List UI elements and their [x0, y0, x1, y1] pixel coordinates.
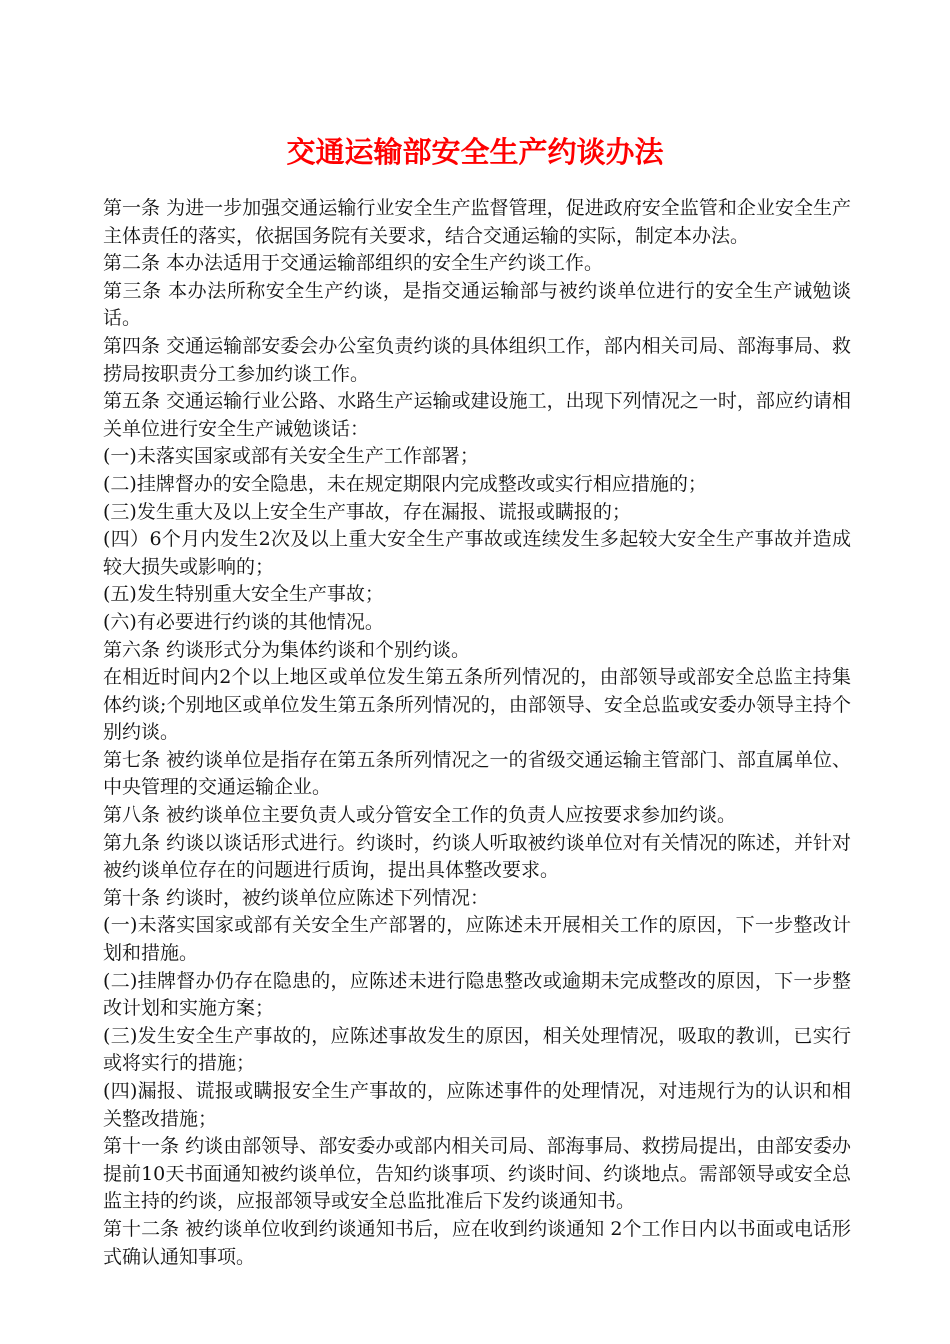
article-5-item-2: (二)挂牌督办的安全隐患，未在规定期限内完成整改或实行相应措施的；: [103, 472, 707, 495]
article-1: 第一条 为进一步加强交通运输行业安全生产监督管理，促进政府安全监管和企业安全生产主体责任的落实，依据国务院有关要求，结合交通运输的实际，制定本办法。: [103, 197, 851, 247]
article-10: 第十条 约谈时，被约谈单位应陈述下列情况：: [103, 886, 490, 909]
article-2: 第二条 本办法适用于交通运输部组织的安全生产约谈工作。: [103, 252, 604, 275]
article-5-item-4: (四）6个月内发生2次及以上重大安全生产事故或连续发生多起较大安全生产事故并造成较大损失或影响的；: [103, 528, 851, 578]
article-5-item-3: (三)发生重大及以上安全生产事故，存在漏报、谎报或瞒报的；: [103, 500, 631, 523]
article-10-item-2: (二)挂牌督办仍存在隐患的，应陈述未进行隐患整改或逾期未完成整改的原因，下一步整改计划和实施方案；: [103, 969, 851, 1020]
article-3: 第三条 本办法所称安全生产约谈，是指交通运输部与被约谈单位进行的安全生产诫勉谈话。: [103, 279, 851, 330]
article-10-item-1: (一)未落实国家或部有关安全生产部署的，应陈述未开展相关工作的原因，下一步整改计划和措施。: [103, 914, 851, 965]
article-5-item-1: (一)未落实国家或部有关安全生产工作部署；: [103, 445, 479, 468]
article-10-item-4: (四)漏报、谎报或瞒报安全生产事故的，应陈述事件的处理情况，对违规行为的认识和相关整改措施；: [103, 1080, 851, 1130]
article-9: 第九条 约谈以谈话形式进行。约谈时，约谈人听取被约谈单位对有关情况的陈述，并针对被约谈单位存在的问题进行质询，提出具体整改要求。: [103, 831, 851, 882]
article-6: 第六条 约谈形式分为集体约谈和个别约谈。: [103, 638, 471, 661]
article-4: 第四条 交通运输部安委会办公室负责约谈的具体组织工作，部内相关司局、部海事局、救捞局按职责分工参加约谈工作。: [103, 334, 851, 385]
document-body: [103, 195, 851, 1271]
article-5-item-5: (五)发生特别重大安全生产事故；: [103, 583, 384, 606]
article-5: 第五条 交通运输行业公路、水路生产运输或建设施工，出现下列情况之一时，部应约请相关单位进行安全生产诫勉谈话：: [103, 390, 851, 440]
article-7: 第七条 被约谈单位是指存在第五条所列情况之一的省级交通运输主管部门、部直属单位、中央管理的交通运输企业。: [103, 748, 851, 799]
article-5-item-6: (六)有必要进行约谈的其他情况。: [103, 610, 384, 633]
article-8: 第八条 被约谈单位主要负责人或分管安全工作的负责人应按要求参加约谈。: [103, 804, 737, 827]
article-11: 第十一条 约谈由部领导、部安委办或部内相关司局、部海事局、救捞局提出，由部安委办提前10天书面通知被约谈单位，告知约谈事项、约谈时间、约谈地点。需部领导或安全总监主持的约谈，应报部领导或安全总监批准后下发约谈通知书。: [103, 1135, 851, 1213]
document-title: 交通运输部安全生产约谈办法: [286, 135, 664, 169]
article-12: 第十二条 被约谈单位收到约谈通知书后，应在收到约谈通知 2个工作日内以书面或电话形式确认通知事项。: [103, 1217, 851, 1268]
article-6-detail: 在相近时间内2个以上地区或单位发生第五条所列情况的，由部领导或部安全总监主持集体约谈;个别地区或单位发生第五条所列情况的，由部领导、安全总监或安委办领导主持个别约谈。: [103, 666, 851, 744]
article-10-item-3: (三)发生安全生产事故的，应陈述事故发生的原因，相关处理情况，吸取的教训，已实行或将实行的措施；: [103, 1024, 851, 1075]
